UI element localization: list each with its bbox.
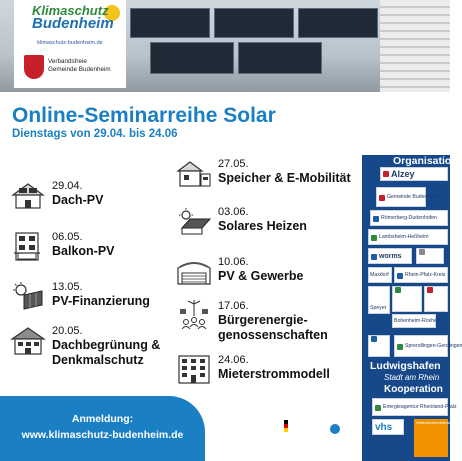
partner-logo-small — [368, 335, 390, 357]
apartment-building-icon — [176, 354, 212, 384]
solar-heating-icon — [176, 206, 212, 236]
partner-logo-sprendlingen — [394, 335, 462, 357]
session-date: 29.04. — [52, 180, 83, 192]
partner-logo-mark — [419, 249, 425, 255]
partner-logo-small — [424, 286, 448, 312]
session-topic: PV-Finanzierung — [52, 294, 150, 308]
flag-icon — [284, 420, 288, 432]
partner-logo-rhein-pfalz-kreis — [394, 267, 448, 283]
partner-name: Gemeinde Budenheim — [387, 194, 439, 200]
partner-logo-maxdorf — [368, 267, 392, 283]
solar-panel-image — [238, 42, 322, 74]
partner-logo-speyer — [368, 286, 390, 314]
partner-logo-mark — [383, 171, 389, 177]
session-item — [10, 325, 195, 369]
balcony-icon — [10, 231, 46, 261]
session-topic: Mieterstrommodell — [218, 367, 330, 381]
municipality-label — [48, 58, 111, 74]
session-topic: PV & Gewerbe — [218, 269, 304, 283]
partner-logo-worms — [368, 248, 412, 264]
registration-link[interactable]: www.klimaschutz-budenheim.de — [21, 429, 184, 441]
partner-name: Bobenheim-Roxheim — [394, 318, 443, 324]
partner-logo-mark — [371, 254, 377, 260]
session-date: 13.05. — [52, 281, 83, 293]
partner-name: Verbraucherzentrale — [416, 420, 453, 426]
organisation-heading: Organisation — [393, 155, 458, 167]
partner-name: Rhein-Pfalz-Kreis — [405, 272, 446, 278]
klimaschutz-logo-card — [14, 0, 126, 88]
crest-line2: Gemeinde Budenheim — [48, 66, 111, 73]
partner-logo-mark — [373, 216, 379, 222]
session-item — [176, 158, 361, 192]
partner-name: Energieagentur Rheinland-Pfalz — [383, 404, 457, 410]
session-date: 17.06. — [218, 300, 249, 312]
session-item — [10, 231, 170, 265]
partner-logo-vhs — [372, 419, 404, 435]
partner-logo-mark — [379, 195, 385, 201]
partner-logo-mark — [395, 287, 401, 293]
coat-of-arms-icon — [24, 55, 44, 79]
partner-logo-roemerberg — [370, 210, 448, 226]
session-item — [176, 354, 361, 388]
partner-name: Lambsheim-Heßheim — [379, 234, 429, 240]
session-topic-line2: genossenschaften — [218, 328, 328, 342]
partner-logo-mark — [375, 405, 381, 411]
session-topic — [52, 338, 160, 368]
partner-logo-mark — [371, 336, 377, 342]
partner-name: Alzey — [391, 169, 415, 179]
partner-logo-small — [392, 286, 422, 312]
session-date: 24.06. — [218, 354, 249, 366]
session-item — [176, 206, 361, 240]
partner-name: worms — [379, 253, 402, 260]
session-date: 03.06. — [218, 206, 249, 218]
kooperation-heading: Kooperation — [384, 384, 443, 395]
partner-logo-alzey — [380, 167, 448, 181]
partners-panel — [362, 155, 462, 461]
partner-name: Römerberg-Dudenhofen — [381, 215, 437, 221]
session-topic — [218, 313, 328, 343]
session-topic-line2: Denkmalschutz — [52, 353, 144, 367]
session-item — [176, 256, 361, 290]
session-item — [176, 300, 361, 344]
house-roof-icon — [10, 180, 46, 210]
partner-logo-verbraucherzentrale — [414, 419, 453, 457]
solar-panel-sun-icon — [10, 281, 46, 311]
session-topic-line1: Bürgerenergie- — [218, 313, 308, 327]
session-date: 20.05. — [52, 325, 83, 337]
solar-panel-image — [214, 8, 294, 38]
partner-logo-mark — [397, 273, 403, 279]
session-topic: Speicher & E-Mobilität — [218, 171, 351, 185]
community-energy-icon — [176, 300, 212, 330]
page-subtitle: Dienstags von 29.04. bis 24.06 — [12, 128, 178, 140]
partner-name: Sprendlingen-Gensingen — [405, 343, 462, 349]
session-topic: Dach-PV — [52, 193, 104, 207]
partner-logo-mark — [371, 235, 377, 241]
crest-line1: Verbandsfreie — [48, 58, 87, 65]
warehouse-icon — [176, 256, 212, 286]
logo-url: klimaschutz-budenheim.de — [37, 40, 103, 46]
session-item — [10, 180, 170, 214]
partner-name: Speyer — [370, 305, 387, 311]
globe-icon — [330, 424, 340, 434]
green-roof-icon — [10, 325, 46, 355]
session-date: 10.06. — [218, 256, 249, 268]
session-date: 06.05. — [52, 231, 83, 243]
partner-logo-mark — [427, 287, 433, 293]
federal-ministry-logo — [284, 420, 318, 456]
registration-label: Anmeldung: — [71, 413, 134, 425]
partner-logo-lambsheim — [368, 229, 448, 245]
ludwigshafen-label: Ludwigshafen — [370, 360, 441, 372]
partner-logo-bobenheim — [392, 314, 443, 328]
ludwigshafen-sublabel: Stadt am Rhein — [384, 373, 440, 382]
session-date: 27.05. — [218, 158, 249, 170]
session-item — [10, 281, 180, 315]
solar-panel-image — [298, 8, 378, 38]
building-facade — [380, 0, 450, 92]
partner-logo-energieagentur — [372, 398, 457, 416]
logo-line2: Budenheim — [32, 15, 114, 32]
partner-name: Maxdorf — [370, 272, 389, 278]
page-title: Online-Seminarreihe Solar — [12, 104, 276, 127]
solar-panel-image — [150, 42, 234, 74]
partner-name: vhs — [375, 422, 393, 433]
header-photo — [0, 0, 450, 92]
climate-initiative-logo — [330, 424, 360, 454]
klimaschutz-logo — [18, 3, 122, 37]
solar-panel-image — [130, 8, 210, 38]
partner-logo-mark — [397, 344, 403, 350]
house-car-icon — [176, 158, 212, 188]
session-topic-line1: Dachbegrünung & — [52, 338, 161, 352]
logo-line1: Klimaschutz — [32, 3, 109, 18]
session-topic: Balkon-PV — [52, 244, 115, 258]
partner-logo-budenheim — [376, 187, 439, 207]
session-topic: Solares Heizen — [218, 219, 307, 233]
partner-logo-small — [416, 248, 444, 264]
